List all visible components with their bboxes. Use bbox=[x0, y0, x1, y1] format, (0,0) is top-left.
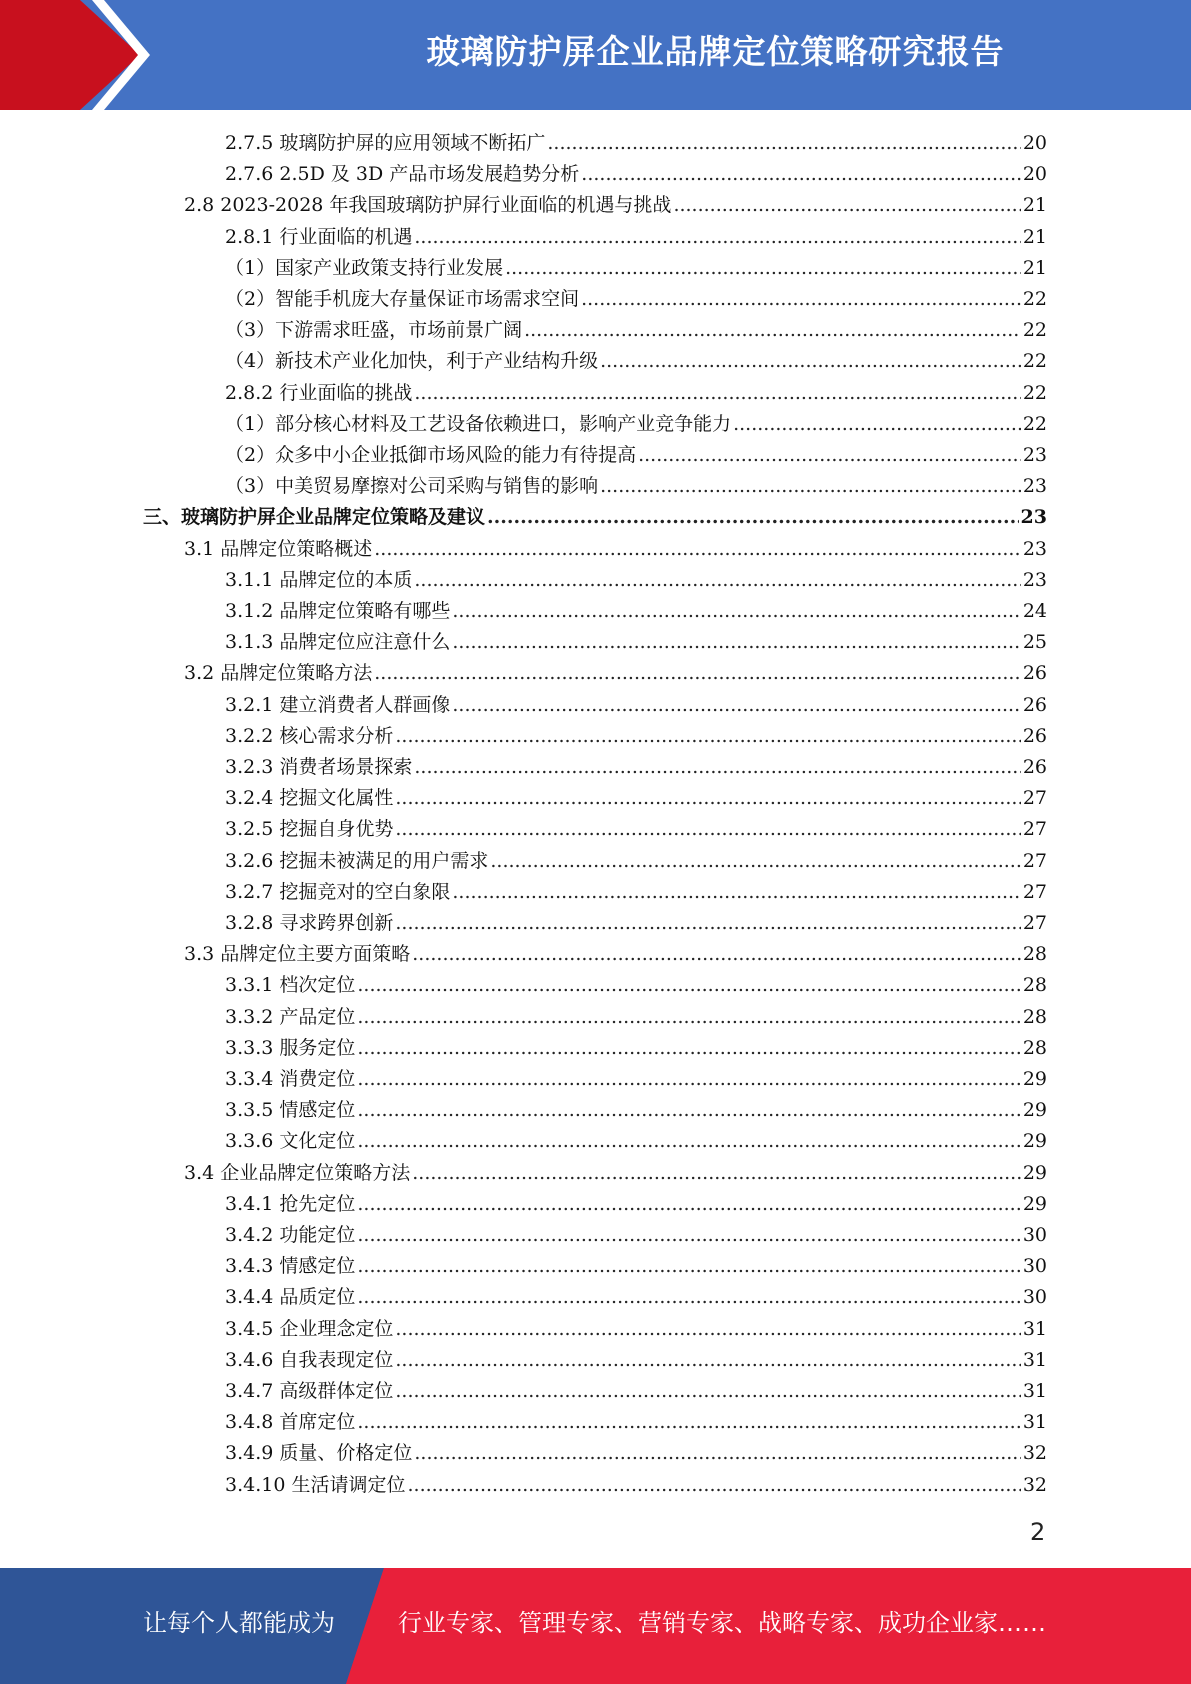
toc-entry-title: 3.1.2 品牌定位策略有哪些 bbox=[225, 600, 451, 622]
toc-entry[interactable] bbox=[225, 1095, 1047, 1126]
toc-dot-leader bbox=[395, 1345, 1020, 1376]
toc-entry-title: 2.7.5 玻璃防护屏的应用领域不断拓广 bbox=[225, 132, 546, 154]
toc-entry-page: 22 bbox=[1022, 288, 1047, 310]
toc-dot-leader bbox=[414, 752, 1020, 783]
toc-dot-leader bbox=[490, 846, 1020, 877]
toc-dot-leader bbox=[357, 1282, 1020, 1313]
toc-entry[interactable] bbox=[225, 1064, 1047, 1095]
toc-entry[interactable] bbox=[225, 596, 1047, 627]
toc-entry-title: 3.2.1 建立消费者人群画像 bbox=[225, 693, 451, 716]
toc-entry-title: （2）众多中小企业抵御市场风险的能力有待提高 bbox=[225, 444, 637, 466]
toc-entry-title: 3.4.1 抢先定位 bbox=[225, 1192, 356, 1215]
toc-entry-title: 3.1.3 品牌定位应注意什么 bbox=[225, 631, 451, 654]
toc-dot-leader bbox=[581, 284, 1021, 315]
toc-dot-leader bbox=[395, 814, 1020, 845]
toc-entry-title: 3.2.6 挖掘未被满足的用户需求 bbox=[225, 849, 489, 872]
toc-entry-page: 23 bbox=[1022, 475, 1047, 498]
toc-dot-leader bbox=[395, 908, 1020, 939]
toc-entry-title: 3.4.4 品质定位 bbox=[225, 1286, 356, 1309]
toc-entry-page: 27 bbox=[1022, 880, 1047, 903]
toc-entry[interactable] bbox=[225, 1345, 1047, 1376]
toc-entry-title: 三、玻璃防护屏企业品牌定位策略及建议 bbox=[143, 506, 486, 529]
toc-entry-title: 3.4.8 首席定位 bbox=[225, 1411, 356, 1434]
toc-dot-leader bbox=[547, 128, 1020, 159]
toc-entry[interactable] bbox=[225, 409, 1047, 440]
toc-entry-page: 26 bbox=[1022, 724, 1047, 747]
toc-dot-leader bbox=[357, 1126, 1020, 1157]
toc-dot-leader bbox=[581, 159, 1021, 190]
toc-dot-leader bbox=[505, 253, 1021, 284]
toc-entry-title: （1）国家产业政策支持行业发展 bbox=[225, 256, 504, 279]
toc-dot-leader bbox=[524, 315, 1021, 346]
page-header bbox=[0, 0, 1191, 110]
toc-entry-page: 26 bbox=[1022, 662, 1047, 685]
toc-dot-leader bbox=[395, 1376, 1020, 1407]
toc-entry-title: 3.4.5 企业理念定位 bbox=[225, 1317, 394, 1340]
toc-dot-leader bbox=[357, 1033, 1020, 1064]
page-footer bbox=[0, 1568, 1191, 1684]
toc-entry-title: 3.4.10 生活请调定位 bbox=[225, 1473, 406, 1496]
toc-entry-title: 3.3.2 产品定位 bbox=[225, 1005, 356, 1028]
toc-entry[interactable] bbox=[225, 1314, 1047, 1345]
toc-entry-page: 21 bbox=[1022, 194, 1047, 217]
toc-entry-page: 22 bbox=[1022, 350, 1047, 373]
toc-entry-page: 27 bbox=[1022, 818, 1047, 841]
toc-entry-page: 22 bbox=[1022, 319, 1047, 342]
toc-entry-page: 29 bbox=[1022, 1192, 1047, 1215]
toc-entry-page: 29 bbox=[1022, 1161, 1047, 1184]
toc-dot-leader bbox=[357, 1407, 1020, 1438]
toc-entry-page: 30 bbox=[1022, 1255, 1047, 1278]
toc-entry[interactable] bbox=[225, 970, 1047, 1001]
toc-entry[interactable] bbox=[225, 690, 1047, 721]
toc-dot-leader bbox=[395, 721, 1020, 752]
toc-entry-page: 25 bbox=[1022, 631, 1047, 654]
toc-dot-leader bbox=[412, 1158, 1021, 1189]
toc-entry[interactable] bbox=[225, 627, 1047, 658]
toc-entry-page: 26 bbox=[1022, 693, 1047, 716]
toc-entry[interactable] bbox=[225, 1282, 1047, 1313]
toc-entry[interactable] bbox=[225, 346, 1047, 377]
toc-entry-page: 23 bbox=[1022, 537, 1047, 560]
toc-entry-page: 27 bbox=[1022, 787, 1047, 810]
toc-entry-title: 2.8.1 行业面临的机遇 bbox=[225, 225, 413, 248]
toc-dot-leader bbox=[357, 1002, 1020, 1033]
toc-entry-title: 3.3.6 文化定位 bbox=[225, 1130, 356, 1153]
toc-entry-title: （4）新技术产业化加快，利于产业结构升级 bbox=[225, 350, 599, 373]
toc-entry-page: 31 bbox=[1022, 1411, 1047, 1434]
toc-entry-page: 28 bbox=[1022, 1005, 1047, 1028]
toc-entry-page: 29 bbox=[1022, 1068, 1047, 1090]
toc-dot-leader bbox=[733, 409, 1021, 440]
toc-entry[interactable] bbox=[225, 284, 1047, 315]
toc-entry[interactable] bbox=[225, 1033, 1047, 1064]
toc-entry[interactable] bbox=[225, 1126, 1047, 1157]
toc-entry-page: 26 bbox=[1022, 756, 1047, 778]
toc-dot-leader bbox=[414, 1438, 1020, 1469]
toc-dot-leader bbox=[673, 190, 1020, 221]
toc-entry[interactable] bbox=[225, 471, 1047, 502]
toc-entry-page: 29 bbox=[1022, 1130, 1047, 1153]
toc-entry-title: 3.4.9 质量、价格定位 bbox=[225, 1442, 413, 1465]
toc-entry[interactable] bbox=[225, 222, 1047, 253]
toc-dot-leader bbox=[638, 440, 1021, 471]
toc-entry[interactable] bbox=[184, 190, 1047, 221]
toc-entry[interactable] bbox=[225, 1002, 1047, 1033]
toc-entry[interactable] bbox=[225, 846, 1047, 877]
toc-dot-leader bbox=[452, 877, 1020, 908]
toc-entry[interactable] bbox=[225, 159, 1047, 190]
toc-entry[interactable] bbox=[225, 1251, 1047, 1282]
toc-entry[interactable] bbox=[143, 502, 1047, 533]
toc-entry-title: 2.8.2 行业面临的挑战 bbox=[225, 381, 413, 404]
toc-entry-title: 3.3.3 服务定位 bbox=[225, 1036, 356, 1059]
toc-entry[interactable] bbox=[225, 1470, 1047, 1501]
toc-entry[interactable] bbox=[184, 534, 1047, 565]
toc-entry[interactable] bbox=[225, 877, 1047, 908]
toc-dot-leader bbox=[357, 1220, 1020, 1251]
toc-entry[interactable] bbox=[225, 1189, 1047, 1220]
toc-entry[interactable] bbox=[225, 721, 1047, 752]
toc-entry-title: 3.4 企业品牌定位策略方法 bbox=[184, 1161, 411, 1184]
toc-entry-page: 23 bbox=[1022, 568, 1047, 591]
toc-entry-page: 22 bbox=[1022, 412, 1047, 435]
toc-entry-title: （2）智能手机庞大存量保证市场需求空间 bbox=[225, 288, 580, 310]
toc-entry-page: 30 bbox=[1022, 1286, 1047, 1309]
page-number: 2 bbox=[1030, 1518, 1046, 1546]
toc-entry-title: 3.2.7 挖掘竞对的空白象限 bbox=[225, 880, 451, 903]
toc-dot-leader bbox=[452, 690, 1020, 721]
toc-entry-page: 27 bbox=[1022, 849, 1047, 872]
toc-entry-title: （1）部分核心材料及工艺设备依赖进口，影响产业竞争能力 bbox=[225, 412, 732, 435]
toc-entry[interactable] bbox=[225, 814, 1047, 845]
toc-dot-leader bbox=[414, 222, 1020, 253]
toc-entry[interactable] bbox=[225, 253, 1047, 284]
toc-dot-leader bbox=[414, 378, 1020, 409]
toc-dot-leader bbox=[357, 1189, 1020, 1220]
toc-dot-leader bbox=[357, 1251, 1020, 1282]
toc-entry[interactable] bbox=[225, 1407, 1047, 1438]
toc-entry-page: 22 bbox=[1022, 381, 1047, 404]
toc-entry-title: 3.2.3 消费者场景探索 bbox=[225, 756, 413, 778]
toc-entry-title: 3.2 品牌定位策略方法 bbox=[184, 662, 373, 685]
toc-entry[interactable] bbox=[184, 939, 1047, 970]
toc-entry-page: 28 bbox=[1022, 1036, 1047, 1059]
toc-dot-leader bbox=[395, 1314, 1020, 1345]
toc-dot-leader bbox=[452, 627, 1020, 658]
toc-entry-title: 3.2.5 挖掘自身优势 bbox=[225, 818, 394, 841]
toc-entry-page: 21 bbox=[1022, 256, 1047, 279]
footer-slogan-left: 让每个人都能成为 bbox=[143, 1609, 335, 1637]
toc-entry-page: 31 bbox=[1022, 1317, 1047, 1340]
toc-entry-page: 31 bbox=[1022, 1380, 1047, 1402]
toc-dot-leader bbox=[487, 502, 1019, 533]
toc-dot-leader bbox=[395, 783, 1020, 814]
toc-entry-page: 31 bbox=[1022, 1348, 1047, 1371]
toc-dot-leader bbox=[600, 471, 1021, 502]
toc-entry-title: 3.2.2 核心需求分析 bbox=[225, 724, 394, 747]
toc-entry[interactable] bbox=[225, 783, 1047, 814]
toc-entry-title: 2.8 2023-2028 年我国玻璃防护屏行业面临的机遇与挑战 bbox=[184, 194, 672, 217]
toc-dot-leader bbox=[357, 970, 1020, 1001]
toc-dot-leader bbox=[407, 1470, 1020, 1501]
toc-entry-title: 3.3.4 消费定位 bbox=[225, 1068, 356, 1090]
toc-entry-title: 3.4.7 高级群体定位 bbox=[225, 1380, 394, 1402]
toc-entry-title: 3.4.3 情感定位 bbox=[225, 1255, 356, 1278]
toc-entry-title: 3.3.1 档次定位 bbox=[225, 974, 356, 997]
report-title: 玻璃防护屏企业品牌定位策略研究报告 bbox=[426, 32, 1005, 71]
toc-entry[interactable] bbox=[225, 752, 1047, 783]
toc-dot-leader bbox=[374, 658, 1021, 689]
footer-slogan-right: 行业专家、管理专家、营销专家、战略专家、成功企业家…… bbox=[398, 1609, 1046, 1637]
toc-entry[interactable] bbox=[225, 378, 1047, 409]
toc-entry[interactable] bbox=[225, 1438, 1047, 1469]
toc-entry-page: 28 bbox=[1022, 974, 1047, 997]
toc-entry-page: 27 bbox=[1022, 912, 1047, 934]
toc-entry-title: （3）中美贸易摩擦对公司采购与销售的影响 bbox=[225, 475, 599, 498]
toc-entry[interactable] bbox=[184, 1158, 1047, 1189]
toc-dot-leader bbox=[357, 1064, 1020, 1095]
toc-dot-leader bbox=[374, 534, 1021, 565]
toc-entry-title: 2.7.6 2.5D 及 3D 产品市场发展趋势分析 bbox=[225, 163, 580, 186]
toc-entry[interactable] bbox=[225, 908, 1047, 939]
toc-entry-title: 3.1 品牌定位策略概述 bbox=[184, 537, 373, 560]
toc-entry[interactable] bbox=[225, 440, 1047, 471]
toc-dot-leader bbox=[600, 346, 1021, 377]
toc-entry-page: 30 bbox=[1022, 1224, 1047, 1246]
toc-entry[interactable] bbox=[225, 565, 1047, 596]
toc-entry-title: 3.4.2 功能定位 bbox=[225, 1224, 356, 1246]
toc-entry-title: 3.3.5 情感定位 bbox=[225, 1099, 356, 1122]
header-arrow-decoration bbox=[0, 0, 170, 110]
toc-entry-page: 28 bbox=[1022, 943, 1047, 966]
toc-entry-page: 32 bbox=[1022, 1473, 1047, 1496]
toc-dot-leader bbox=[412, 939, 1021, 970]
toc-entry-title: 3.1.1 品牌定位的本质 bbox=[225, 568, 413, 591]
toc-entry-title: （3）下游需求旺盛，市场前景广阔 bbox=[225, 319, 523, 342]
toc-entry-page: 23 bbox=[1020, 506, 1047, 529]
toc-entry-title: 3.4.6 自我表现定位 bbox=[225, 1348, 394, 1371]
toc-entry-page: 21 bbox=[1022, 225, 1047, 248]
toc-entry-page: 29 bbox=[1022, 1099, 1047, 1122]
toc-entry[interactable] bbox=[225, 315, 1047, 346]
toc-entry-page: 20 bbox=[1022, 132, 1047, 154]
toc-entry-page: 20 bbox=[1022, 163, 1047, 186]
toc-entry-page: 23 bbox=[1022, 444, 1047, 466]
toc-entry-title: 3.3 品牌定位主要方面策略 bbox=[184, 943, 411, 966]
toc-entry-title: 3.2.4 挖掘文化属性 bbox=[225, 787, 394, 810]
toc-dot-leader bbox=[357, 1095, 1020, 1126]
toc-entry-page: 24 bbox=[1022, 600, 1047, 622]
toc-entry[interactable] bbox=[184, 658, 1047, 689]
toc-entry[interactable] bbox=[225, 1376, 1047, 1407]
toc-dot-leader bbox=[452, 596, 1020, 627]
toc-entry-title: 3.2.8 寻求跨界创新 bbox=[225, 912, 394, 934]
toc-dot-leader bbox=[414, 565, 1020, 596]
toc-entry[interactable] bbox=[225, 128, 1047, 159]
toc-entry-page: 32 bbox=[1022, 1442, 1047, 1465]
toc-entry[interactable] bbox=[225, 1220, 1047, 1251]
